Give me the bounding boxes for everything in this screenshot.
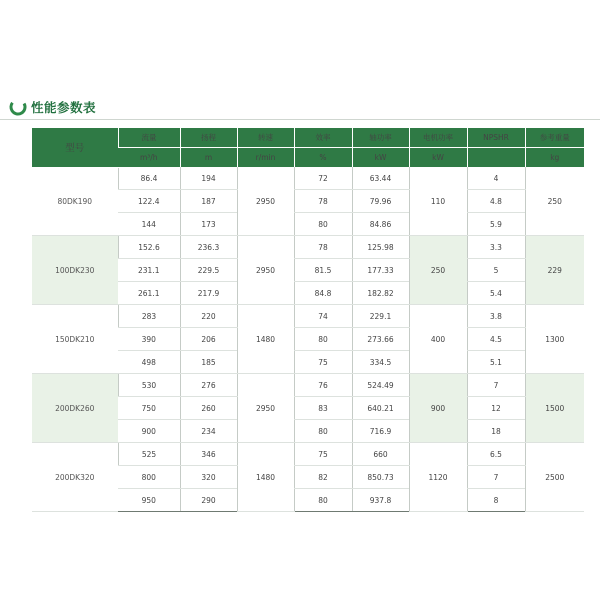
unit-flow: m³/h (118, 148, 180, 168)
shaft-power-cell: 177.33 (352, 259, 409, 282)
flow-cell: 86.4 (118, 167, 180, 190)
flow-cell: 152.6 (118, 236, 180, 259)
head-cell: 346 (180, 443, 237, 466)
header-motor-power: 电机功率 (409, 128, 467, 148)
flow-cell: 261.1 (118, 282, 180, 305)
shaft-power-cell: 84.86 (352, 213, 409, 236)
head-cell: 229.5 (180, 259, 237, 282)
header-speed: 转速 (237, 128, 294, 148)
weight-cell: 229 (525, 236, 584, 305)
head-cell: 217.9 (180, 282, 237, 305)
head-cell: 187 (180, 190, 237, 213)
npshr-cell: 4 (467, 167, 525, 190)
motor-power-cell: 110 (409, 167, 467, 236)
efficiency-cell: 81.5 (294, 259, 352, 282)
flow-cell: 144 (118, 213, 180, 236)
performance-table (32, 128, 584, 512)
efficiency-cell: 78 (294, 190, 352, 213)
unit-npshr (467, 148, 525, 168)
efficiency-cell: 80 (294, 489, 352, 512)
efficiency-cell: 76 (294, 374, 352, 397)
npshr-cell: 5 (467, 259, 525, 282)
section-title (8, 96, 96, 118)
header-row (32, 128, 584, 148)
efficiency-cell: 75 (294, 443, 352, 466)
flow-cell: 122.4 (118, 190, 180, 213)
flow-cell: 525 (118, 443, 180, 466)
efficiency-cell: 75 (294, 351, 352, 374)
model-cell: 200DK260 (32, 374, 118, 443)
efficiency-cell: 74 (294, 305, 352, 328)
efficiency-cell: 78 (294, 236, 352, 259)
motor-power-cell: 900 (409, 374, 467, 443)
head-cell: 276 (180, 374, 237, 397)
unit-shaft-power: kW (352, 148, 409, 168)
head-cell: 173 (180, 213, 237, 236)
npshr-cell: 5.9 (467, 213, 525, 236)
npshr-cell: 5.4 (467, 282, 525, 305)
model-cell: 100DK230 (32, 236, 118, 305)
header-model: 型号 (32, 128, 118, 167)
weight-cell: 2500 (525, 443, 584, 512)
motor-power-cell: 400 (409, 305, 467, 374)
flow-cell: 750 (118, 397, 180, 420)
shaft-power-cell: 640.21 (352, 397, 409, 420)
efficiency-cell: 80 (294, 420, 352, 443)
npshr-cell: 8 (467, 489, 525, 512)
head-cell: 220 (180, 305, 237, 328)
npshr-cell: 4.5 (467, 328, 525, 351)
header-head: 扬程 (180, 128, 237, 148)
header-shaft-power: 轴功率 (352, 128, 409, 148)
efficiency-cell: 84.8 (294, 282, 352, 305)
shaft-power-cell: 334.5 (352, 351, 409, 374)
npshr-cell: 4.8 (467, 190, 525, 213)
npshr-cell: 18 (467, 420, 525, 443)
shaft-power-cell: 229.1 (352, 305, 409, 328)
speed-cell: 2950 (237, 374, 294, 443)
npshr-cell: 3.3 (467, 236, 525, 259)
speed-cell: 2950 (237, 167, 294, 236)
shaft-power-cell: 524.49 (352, 374, 409, 397)
efficiency-cell: 82 (294, 466, 352, 489)
flow-cell: 498 (118, 351, 180, 374)
shaft-power-cell: 716.9 (352, 420, 409, 443)
flow-cell: 390 (118, 328, 180, 351)
flow-cell: 231.1 (118, 259, 180, 282)
motor-power-cell: 250 (409, 236, 467, 305)
shaft-power-cell: 63.44 (352, 167, 409, 190)
table-row (32, 443, 584, 466)
table-row (32, 305, 584, 328)
unit-speed: r/min (237, 148, 294, 168)
efficiency-cell: 72 (294, 167, 352, 190)
header-flow: 流量 (118, 128, 180, 148)
npshr-cell: 6.5 (467, 443, 525, 466)
unit-efficiency: % (294, 148, 352, 168)
unit-head: m (180, 148, 237, 168)
efficiency-cell: 80 (294, 213, 352, 236)
shaft-power-cell: 182.82 (352, 282, 409, 305)
npshr-cell: 12 (467, 397, 525, 420)
head-cell: 236.3 (180, 236, 237, 259)
header-npshr: NPSHR (467, 128, 525, 148)
shaft-power-cell: 660 (352, 443, 409, 466)
flow-cell: 530 (118, 374, 180, 397)
shaft-power-cell: 125.98 (352, 236, 409, 259)
head-cell: 234 (180, 420, 237, 443)
head-cell: 206 (180, 328, 237, 351)
speed-cell: 1480 (237, 443, 294, 512)
unit-motor-power: kW (409, 148, 467, 168)
npshr-cell: 7 (467, 466, 525, 489)
head-cell: 290 (180, 489, 237, 512)
title-divider (0, 119, 600, 120)
head-cell: 320 (180, 466, 237, 489)
shaft-power-cell: 79.96 (352, 190, 409, 213)
efficiency-cell: 83 (294, 397, 352, 420)
weight-cell: 1300 (525, 305, 584, 374)
flow-cell: 950 (118, 489, 180, 512)
weight-cell: 1500 (525, 374, 584, 443)
model-cell: 200DK320 (32, 443, 118, 512)
table-row (32, 236, 584, 259)
weight-cell: 250 (525, 167, 584, 236)
flow-cell: 800 (118, 466, 180, 489)
section-ring-icon (8, 97, 28, 117)
speed-cell: 2950 (237, 236, 294, 305)
header-weight: 参考重量 (525, 128, 584, 148)
efficiency-cell: 80 (294, 328, 352, 351)
page-title: 性能参数表 (31, 100, 97, 115)
shaft-power-cell: 273.66 (352, 328, 409, 351)
npshr-cell: 3.8 (467, 305, 525, 328)
header-efficiency: 效率 (294, 128, 352, 148)
speed-cell: 1480 (237, 305, 294, 374)
npshr-cell: 5.1 (467, 351, 525, 374)
shaft-power-cell: 937.8 (352, 489, 409, 512)
model-cell: 80DK190 (32, 167, 118, 236)
motor-power-cell: 1120 (409, 443, 467, 512)
flow-cell: 900 (118, 420, 180, 443)
head-cell: 185 (180, 351, 237, 374)
table-row (32, 374, 584, 397)
head-cell: 260 (180, 397, 237, 420)
npshr-cell: 7 (467, 374, 525, 397)
unit-weight: kg (525, 148, 584, 168)
shaft-power-cell: 850.73 (352, 466, 409, 489)
flow-cell: 283 (118, 305, 180, 328)
model-cell: 150DK210 (32, 305, 118, 374)
table-row (32, 167, 584, 190)
head-cell: 194 (180, 167, 237, 190)
